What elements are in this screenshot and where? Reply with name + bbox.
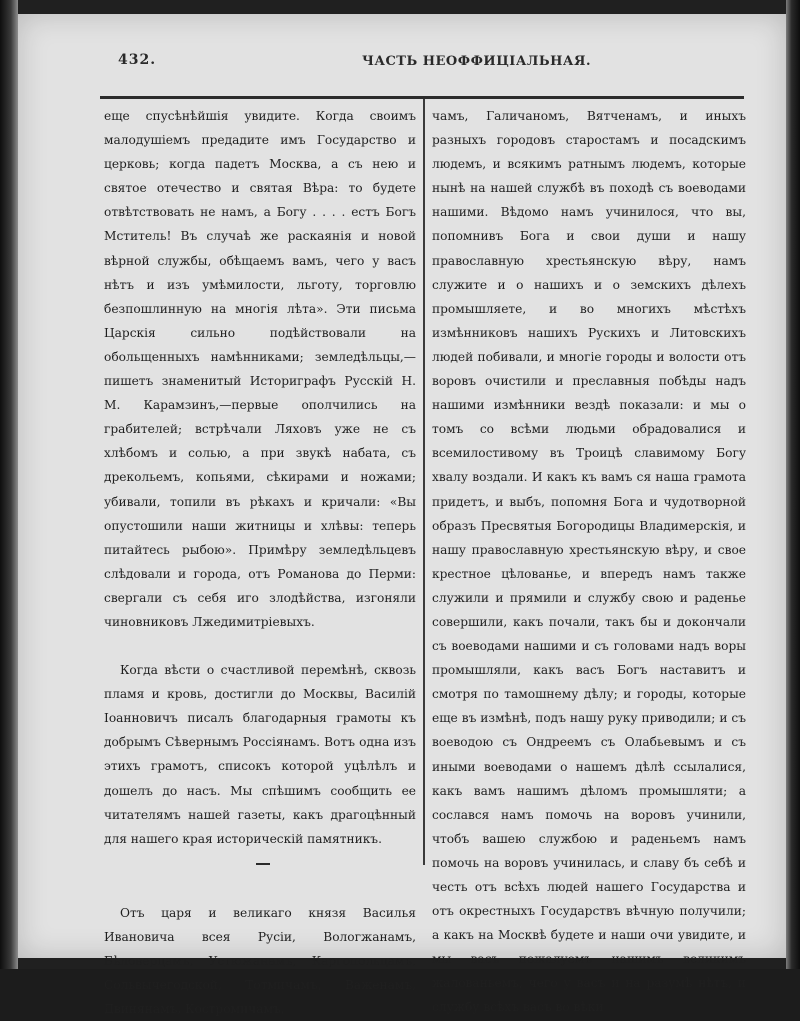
right-column — [432, 104, 746, 1020]
page-header — [104, 52, 754, 76]
book-binding-edge — [0, 0, 18, 969]
left-paragraph-1: еще спусѣнѣйшія увидите. Когда своимъ малодушіемъ предадите имъ Государство и церковь; когда падетъ Москва, а съ нею и святое отечество и святая Вѣра: то будете отвѣтствовать не намъ, а Богу . . . . естъ Богъ Мститель! Въ случаѣ же раскаянія и новой вѣрной службы, обѣщаемъ вамъ, чего у васъ нѣтъ и изъ умѣмилости, льготу, торговлю безпошлинную на многія лѣта». Эти письма Царскія сильно подѣйствовали на обольщенныхъ намѣнниками; земледѣльцы,— пишетъ знаменитый Историграфъ Русскій Н. М. Карамзинъ,—первые ополчились на грабителей; встрѣчали Ляховъ уже не съ хлѣбомъ и солью, а при звукѣ набата, съ дрекольемъ, копьями, сѣкирами и ножами; убивали, топили въ рѣкахъ и кричали: «Вы опустошили наши житницы и хлѣвы: теперь питайтесь рыбою». Примѣру земледѣльцевъ слѣдовали и города, отъ Романова до Перми: свергали съ себя иго злодѣйства, изгоняли чиновниковъ Лжедимитріевыхъ. — [104, 109, 416, 629]
right-paragraph: чамъ, Галичаномъ, Вятченамъ, и иныхъ разныхъ городовъ старостамъ и посадскимъ людемъ, и всякимъ ратнымъ людемъ, которые нынѣ на нашей службѣ въ походѣ съ воеводами нашими. Вѣдомо намъ учинилося, что вы, попомнивъ Бога и свои души и нашу православную хрестьянскую вѣру, намъ служите и о нашихъ и о земскихъ дѣлехъ промышляете, и во многихъ мѣстѣхъ измѣнниковъ нашихъ Рускихъ и Литовскихъ людей побивали, и многіе городы и волости отъ воровъ очистили и преславныя побѣды надъ нашими измѣнники вездѣ показали: и мы о томъ со всѣми людьми обрадовалися и всемилостивому въ Троицѣ славимому Богу хвалу воздали. И какъ къ вамъ ся наша грамота придетъ, и выбъ, попомня Бога и чудотворной образъ Пресвятыя Богородицы Владимерскія, и нашу православную хрестьянскую вѣру, и свое крестное цѣлованье, и впередъ намъ также служили и прямили и службу свою и раденье совершили, какъ почали, такъ бы и докончали съ воеводами нашими и съ головами надъ воры промышляли, какъ васъ Богъ наставитъ и смотря по тамошнему дѣлу; и городы, которые еще въ измѣнѣ, подъ нашу руку приводили; и съ воеводою съ Ондреемъ съ Олабьевымъ и съ иными воеводами о нашемъ дѣлѣ ссылалися, какъ вамъ нашимъ дѣломъ промышляти; а сослався намъ помочь на воровъ учинили, чтобъ вашею службою и раденьемъ намъ помочь на воровъ учинилась, и славу бъ себѣ и честь отъ всѣхъ людей нашего Государства и отъ окрестныхъ Государствъ вѣчную получили; а какъ на Москвѣ будете и наши очи увидите, и мы васъ пожалуемъ нашимъ великимъ жалованьемъ, чего у васъ и на разумѣ нѣтъ, и службу всѣхъ васъ во вѣки — [432, 109, 746, 1015]
left-paragraph-2: Когда вѣсти о счастливой перемѣнѣ, сквозь пламя и кровь, достигли до Москвы, Василій Іоанновичъ писалъ благодарныя грамоты къ добрымъ Сѣвернымъ Россіянамъ. Вотъ одна изъ этихъ грамотъ, списокъ которой уцѣлѣлъ и дошелъ до насъ. Мы спѣшимъ сообщить ее читателямъ нашей газеты, какъ драгоцѣнный для нашего края историческій памятникъ. — [104, 663, 416, 846]
left-paragraph-3: Отъ царя и великаго князя Василья Ивановича всея Русіи, Вологжанамъ, Бѣловерцамъ, Устюжанамъ, Каргопольцамъ, Сольвычегодской, Тотмичамъ, Важенамъ, Двинянамъ, Костромичамъ, — [104, 905, 416, 1017]
page-number: 432. — [118, 52, 157, 68]
left-column — [104, 104, 416, 1021]
column-divider — [423, 99, 425, 865]
header-rule — [100, 96, 744, 99]
running-head: ЧАСТЬ НЕОФФИЦІАЛЬНАЯ. — [362, 54, 592, 69]
section-separator-dash — [256, 863, 270, 865]
scan-border-right — [786, 0, 800, 969]
